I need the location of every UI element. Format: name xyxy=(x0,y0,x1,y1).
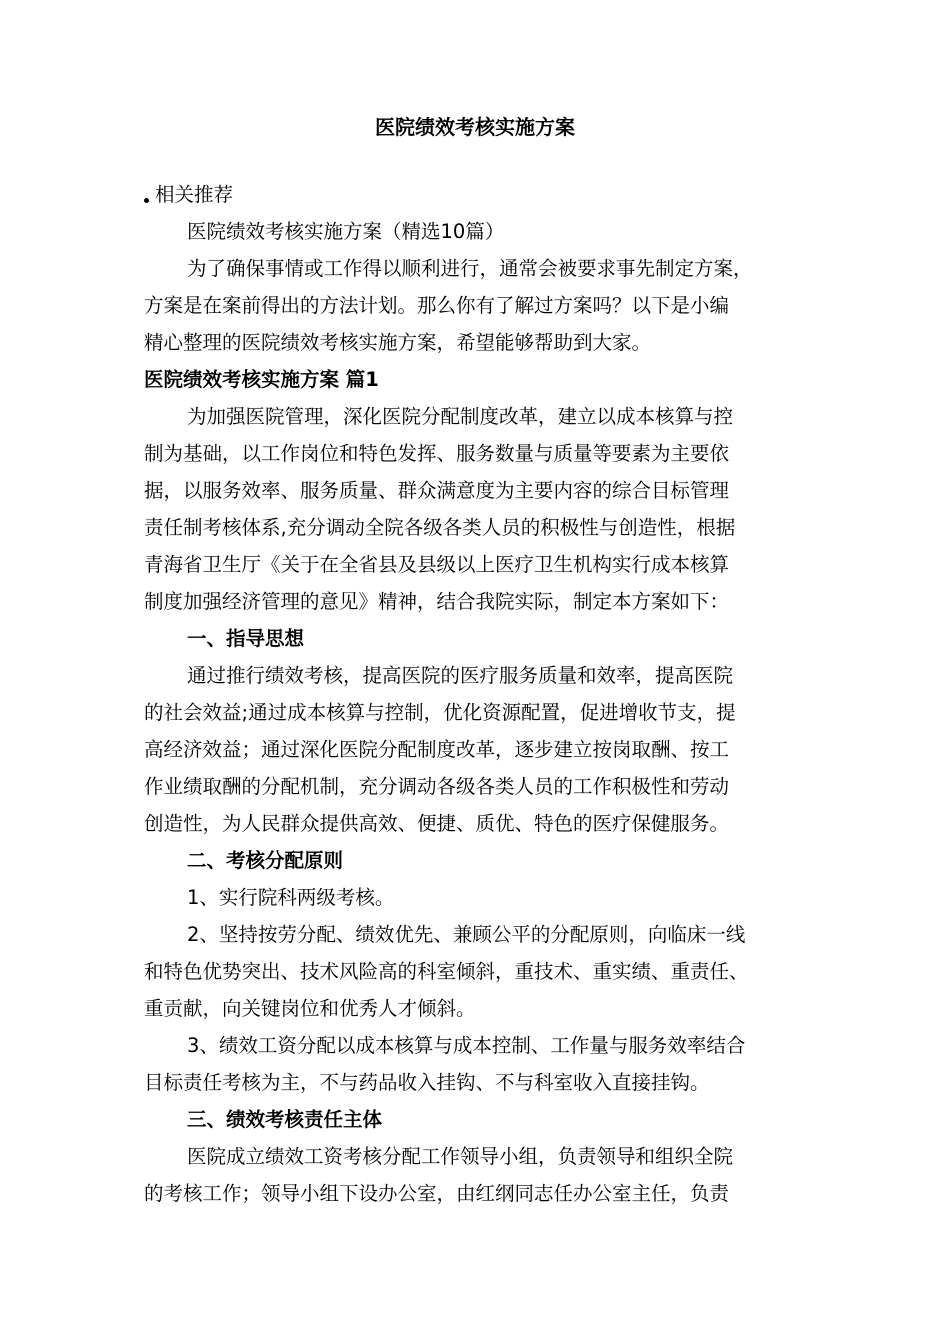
paragraph-line: 责任制考核体系,充分调动全院各级各类人员的积极性与创造性，根据 xyxy=(144,516,736,539)
subsection-heading: 一、指导思想 xyxy=(187,627,305,650)
subtitle-line: 医院绩效考核实施方案（精选10篇） xyxy=(187,220,505,243)
paragraph-line: 创造性，为人民群众提供高效、便捷、质优、特色的医疗保健服务。 xyxy=(144,812,730,835)
paragraph-line: 和特色优势突出、技术风险高的科室倾斜，重技术、重实绩、重责任、 xyxy=(144,960,749,983)
list-item: 3、绩效工资分配以成本核算与成本控制、工作量与服务效率结合 xyxy=(187,1034,746,1057)
document-body xyxy=(144,176,814,1212)
paragraph-line: 为了确保事情或工作得以顺利进行，通常会被要求事先制定方案， xyxy=(187,257,753,280)
paragraph-line: 通过推行绩效考核，提高医院的医疗服务质量和效率，提高医院 xyxy=(187,664,734,687)
paragraph-line: 精心整理的医院绩效考核实施方案，希望能够帮助到大家。 xyxy=(144,331,652,354)
paragraph-line: 据，以服务效率、服务质量、群众满意度为主要内容的综合目标管理 xyxy=(144,479,730,502)
related-recommend-label: 相关推荐 xyxy=(155,183,234,206)
paragraph-line: 制为基础，以工作岗位和特色发挥、服务数量与质量等要素为主要依 xyxy=(144,442,730,465)
paragraph-line: 目标责任考核为主，不与药品收入挂钩、不与科室收入直接挂钩。 xyxy=(144,1071,710,1094)
bullet-dot-icon xyxy=(144,198,149,203)
paragraph-line: 重贡献，向关键岗位和优秀人才倾斜。 xyxy=(144,997,476,1020)
subsection-heading: 三、绩效考核责任主体 xyxy=(187,1108,383,1131)
paragraph-line: 作业绩取酬的分配机制，充分调动各级各类人员的工作积极性和劳动 xyxy=(144,775,730,798)
document-title: 医院绩效考核实施方案 xyxy=(375,115,575,139)
paragraph-line: 制度加强经济管理的意见》精神，结合我院实际，制定本方案如下： xyxy=(144,590,730,613)
paragraph-line: 的考核工作；领导小组下设办公室，由红纲同志任办公室主任，负责 xyxy=(144,1182,730,1205)
paragraph-line: 青海省卫生厅《关于在全省县及县级以上医疗卫生机构实行成本核算 xyxy=(144,553,730,576)
paragraph-line: 的社会效益;通过成本核算与控制，优化资源配置，促进增收节支，提 xyxy=(144,701,736,724)
list-item: 1、实行院科两级考核。 xyxy=(187,886,395,909)
related-recommend[interactable] xyxy=(144,176,814,213)
paragraph-line: 医院成立绩效工资考核分配工作领导小组，负责领导和组织全院 xyxy=(187,1145,734,1168)
list-item: 2、坚持按劳分配、绩效优先、兼顾公平的分配原则，向临床一线 xyxy=(187,923,746,946)
paragraph-line: 高经济效益；通过深化医院分配制度改革，逐步建立按岗取酬、按工 xyxy=(144,738,730,761)
subsection-heading: 二、考核分配原则 xyxy=(187,849,344,872)
section-heading: 医院绩效考核实施方案 篇1 xyxy=(144,368,379,391)
paragraph-line: 方案是在案前得出的方法计划。那么你有了解过方案吗？以下是小编 xyxy=(144,294,730,317)
paragraph-line: 为加强医院管理，深化医院分配制度改革，建立以成本核算与控 xyxy=(187,405,734,428)
